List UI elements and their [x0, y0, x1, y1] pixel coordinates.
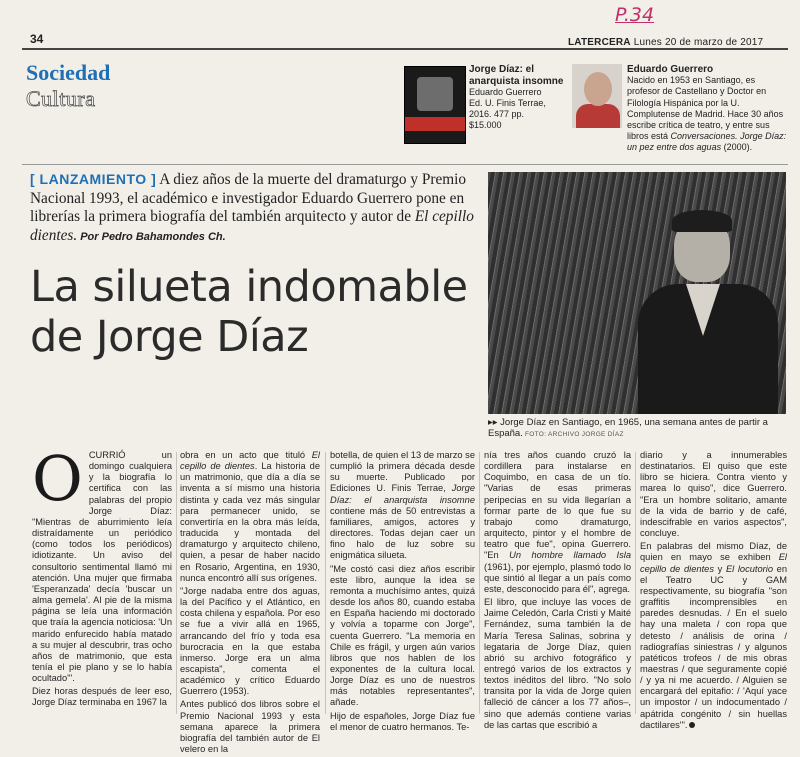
headline-line-2: de Jorge Díaz [30, 312, 309, 362]
caption-text: ▸▸ Jorge Díaz en Santiago, en 1965, una semana antes de partir a España. [488, 417, 768, 439]
page-number: 34 [30, 32, 44, 46]
body-text: El libro, que incluye las voces de Jaime Celedón, Carla Cristi y Maité Fernández, suma también la de María Teresa Salinas, sobrina y legataria de Jorge Díaz, quien abrió su archivo fotográfico y entregó varios de los extractos y textos inéditos del libro. "No solo transita por la vida de Jorge quien falleció de cáncer a los 77 años–, sino que además contiene varias de las cartas que escribió a [484, 597, 631, 730]
headline-line-1: La silueta indomable [30, 262, 468, 312]
column-divider [176, 452, 177, 714]
column-divider [325, 452, 326, 714]
book-title: Jorge Díaz: el anarquista insomne [469, 64, 564, 87]
body-text: nía tres años cuando cruzó la cordillera para instalarse en Coquimbo, en casa de un tío. "Varias de esas primeras peripecias en su vida llegarían a formar parte de lo que fue su trabajo como dramaturgo, arquitecto, pintor y el hombre de teatro que fue", opina Guerrero. "En [484, 450, 631, 561]
body-text: botella, de quien el 13 de marzo se cumplió la primera década desde su muerte. Publicado por Ediciones U. Finis Terrae, [330, 450, 475, 494]
author-bio: Nacido en 1953 en Santiago, es profesor de Castellano y Doctor en Filología Hispánica por la U. Complutense de Madrid. Hace 30 años escribe crítica de teatro, y entre sus libros está [627, 75, 784, 142]
author-info [627, 64, 787, 154]
column-divider [479, 452, 480, 714]
body-text: "Jorge nadaba entre dos aguas, la del Pacífico y el Atlántico, en costa chilena y española. Por eso se fue a vivir allá en 1965, arrancando del frío y toda esa burocracia en la que estaba inmerso. Jorge era un alma escapista", comenta el académico y crítico Eduardo Guerrero (1953). [180, 585, 320, 697]
book-detail-line: Ed. U. Finis Terrae, [469, 98, 546, 108]
subsection-label: Cultura [26, 86, 96, 111]
author-bio-book: Conversaciones. Jorge Díaz: un pez entre dos aguas [627, 131, 787, 153]
section-rule [22, 164, 788, 165]
handwritten-page-note: P.34 [615, 4, 655, 26]
body-column-3 [330, 450, 475, 735]
author-photo [572, 64, 622, 128]
author-bio-end: (2000). [721, 142, 753, 153]
body-column-4 [484, 450, 631, 733]
book-detail-line: 2016. 477 pp. [469, 109, 525, 119]
dateline [568, 37, 763, 48]
byline: Por Pedro Bahamondes Ch. [77, 230, 226, 243]
body-text: . La historia de un matrimonio, que día a día se inventa a sí mismo una historia distinta y cada vez más singular para permanecer unido, se convertiría en la obra más leída, traducida y montada del dramaturgo y arquitecto chileno, quien, a pesar de haber nacido en Rosario, Argentina, en 1930, nunca encontró allí sus orígenes. [180, 461, 321, 583]
body-text: Antes publicó dos libros sobre el Premio Nacional 1993 y esta semana aparece la primera biografía del también autor de El velero en la [180, 699, 320, 755]
body-column-2 [180, 450, 320, 757]
tag-lanzamiento: [ LANZAMIENTO ] [30, 171, 157, 187]
body-text: CURRIÓ un domingo cualquiera y la biografía lo certifica con las palabras del propio Jorge Díaz: "Mientras de aburrimiento leía distraídamente un periódico (como todos los periódicos) idiotizante. Un aviso del consultorio sentimental llamó mi atención. Una mujer que firmaba 'Esperanzada' decía 'buscar un alma gemela'. Al pie de la misma página se leía una información que traía la agencia noticiosa: 'Un marido enfurecido había matado a su mujer al descubrir, tras ocho años de matrimonio, que esta tenía el pie plano y se lo había ocultado'". [32, 450, 172, 684]
body-italic: Jorge Díaz: el anarquista insomne [330, 483, 475, 505]
lead-italic: El cepillo dientes. [30, 208, 474, 244]
section-label: Sociedad [26, 60, 111, 85]
body-text: En palabras del mismo Díaz, de quien en mayo se exhiben [640, 541, 787, 563]
photo-caption [488, 417, 788, 440]
body-column-5 [640, 450, 787, 733]
lead-text: A diez años de la muerte del dramaturgo y Premio Nacional 1993, el académico e investigador Eduardo Guerrero pone en librerías la primera biografía del también arquitecto y autor de [30, 171, 467, 225]
body-text: contiene más de 50 entrevistas a familiares, amigos, actores y directores. Todas dejan caer un fino halo de luz sobre su enigmática silueta. [330, 505, 475, 561]
body-text: y [713, 563, 726, 574]
body-italic: El locutorio [725, 563, 773, 574]
book-detail-line: Eduardo Guerrero [469, 87, 542, 97]
lead-paragraph [30, 170, 485, 246]
book-info [469, 64, 569, 131]
newspaper-name: LATERCERA [568, 37, 631, 48]
headline [30, 262, 480, 362]
body-text: "Me costó casi diez años escribir este libro, aunque la idea se remonta a muchísimo antes, quizá desde los años 80, cuando estaba en España haciendo mi doctorado y volvía a toparme con Jorge", cuenta Guerrero. "La memoria en Chile es frágil, y urgen aún varios libros que nos hablen de los exponentes de la cultura local. Jorge Díaz es uno de nuestros más notables representantes", añade. [330, 563, 475, 708]
body-italic: El cepillo de dientes [640, 552, 787, 574]
issue-date: Lunes 20 de marzo de 2017 [633, 37, 764, 48]
body-text: en el Teatro UC y GAM respectivamente, su biografía "son graffitis incomprensibles en paredes desnudas. / En el suelo hay una maleta / con ropa que detesto / análisis de orina / radiografías siniestras / y algunos patéticos trofeos / de mis obras maestras / que seguramente copié / y ya ni me acuerdo. / Alguien se encargará del epitafio: / 'Aquí yace un impostor / un indocumentado / apátrida congénito / sin huellas dactilares'". [640, 563, 787, 730]
author-name: Eduardo Guerrero [627, 64, 714, 75]
book-cover-image [404, 66, 466, 144]
top-rule [22, 48, 788, 50]
photo-credit: FOTO: ARCHIVO JORGE DÍAZ [522, 431, 624, 438]
body-text: diario y a innumerables destinatarios. El quiso que este libro se hiciera. Contra viento y marea lo quiso", dice Guerrero. "Era un hombre solitario, amante de la vida de barrio y de café, indescifrable en varios aspectos", concluye. [640, 450, 787, 539]
body-italic: El cepillo de dientes [180, 450, 320, 472]
body-italic: Un hombre llamado Isla [509, 550, 631, 561]
book-price: $15.000 [469, 120, 502, 130]
body-text: Diez horas después de leer eso, Jorge Díaz terminaba en 1967 la [32, 686, 172, 708]
body-column-1 [32, 442, 172, 711]
column-divider [635, 452, 636, 714]
body-text: (1961), por ejemplo, plasmó todo lo que sintió al llegar a un país como este, desconocido para él", agrega. [484, 561, 631, 594]
body-text: Hijo de españoles, Jorge Díaz fue el menor de cuatro hermanos. Te- [330, 710, 475, 732]
body-text: obra en un acto que tituló [180, 450, 312, 460]
jorge-diaz-photo [488, 172, 786, 414]
drop-cap: O [32, 442, 83, 515]
